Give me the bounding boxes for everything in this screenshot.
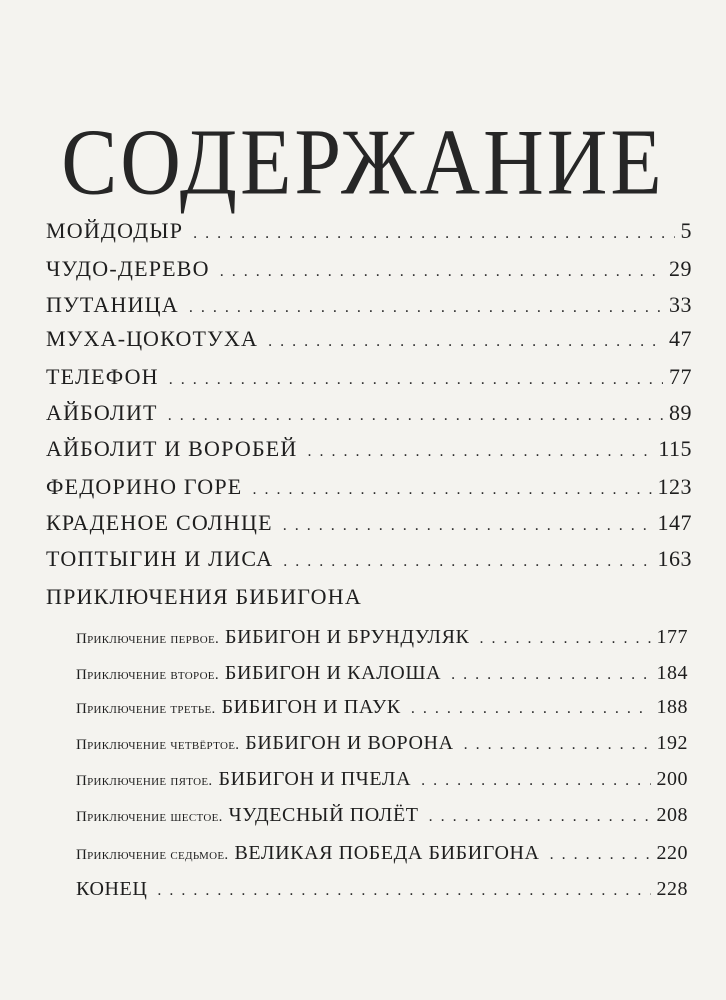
- subentry-page: 220: [656, 842, 688, 864]
- subentry-prefix: Приключение третье.: [76, 701, 216, 717]
- toc-subentry: [76, 696, 688, 719]
- entry-title: КРАДЕНОЕ СОЛНЦЕ: [46, 510, 273, 535]
- toc-subentry: [76, 804, 688, 827]
- subentry-title: ЧУДЕСНЫЙ ПОЛЁТ: [228, 804, 419, 826]
- dot-leader: [308, 443, 653, 461]
- toc-entry: [46, 326, 692, 352]
- toc-subentry: [76, 662, 688, 685]
- entry-page: 77: [669, 364, 692, 389]
- subentry-prefix: Приключение первое.: [76, 631, 220, 647]
- toc-entry: [46, 364, 692, 390]
- dot-leader: [189, 299, 663, 317]
- subentry-page: 188: [656, 696, 688, 718]
- toc-entry: [46, 510, 692, 536]
- dot-leader: [157, 882, 650, 900]
- subentry-prefix: Приключение шестое.: [76, 809, 223, 825]
- entry-page: 115: [658, 436, 692, 461]
- entry-title: ФЕДОРИНО ГОРЕ: [46, 474, 243, 499]
- toc-entry: [46, 474, 692, 500]
- entry-title: ПУТАНИЦА: [46, 292, 179, 317]
- toc-subentry: [76, 768, 688, 791]
- entry-page: 47: [669, 326, 692, 351]
- dot-leader: [193, 225, 674, 243]
- dot-leader: [464, 736, 651, 754]
- subentry-title: КОНЕЦ: [76, 878, 148, 900]
- subentry-page: 208: [656, 804, 688, 826]
- dot-leader: [168, 407, 663, 425]
- toc-subentry: [76, 626, 688, 649]
- subentry-title: БИБИГОН И КАЛОША: [224, 662, 442, 684]
- entry-title: АЙБОЛИТ: [46, 400, 158, 425]
- toc-entry: [46, 256, 692, 282]
- section-title: ПРИКЛЮЧЕНИЯ БИБИГОНА: [46, 584, 362, 609]
- toc-section-heading: [46, 584, 692, 610]
- dot-leader: [411, 700, 651, 718]
- subentry-title: БИБИГОН И БРУНДУЛЯК: [225, 626, 470, 648]
- toc-entry: [46, 436, 692, 462]
- entry-page: 89: [669, 400, 692, 425]
- toc-entry: [46, 292, 692, 318]
- subentry-title: БИБИГОН И ПАУК: [221, 696, 401, 718]
- subentry-title: БИБИГОН И ПЧЕЛА: [218, 768, 412, 790]
- entry-page: 147: [657, 510, 692, 535]
- entry-page: 163: [657, 546, 692, 571]
- entry-page: 123: [657, 474, 692, 499]
- dot-leader: [268, 333, 663, 351]
- toc-entry: [46, 218, 692, 244]
- entry-title: ТОПТЫГИН И ЛИСА: [46, 546, 274, 571]
- entry-page: 29: [669, 256, 692, 281]
- subentry-page: 184: [656, 662, 688, 684]
- dot-leader: [252, 481, 651, 499]
- subentry-page: 192: [656, 732, 688, 754]
- toc-subentry: [76, 878, 688, 901]
- dot-leader: [283, 553, 651, 571]
- subentry-prefix: Приключение четвёртое.: [76, 737, 240, 753]
- entry-title: МУХА-ЦОКОТУХА: [46, 326, 259, 351]
- subentry-page: 228: [656, 878, 688, 900]
- toc-subentry: [76, 732, 688, 755]
- dot-leader: [421, 772, 650, 790]
- subentry-prefix: Приключение седьмое.: [76, 847, 229, 863]
- entry-title: ЧУДО-ДЕРЕВО: [46, 256, 210, 281]
- dot-leader: [220, 263, 663, 281]
- toc-subentry: [76, 842, 688, 865]
- subentry-page: 200: [656, 768, 688, 790]
- entry-page: 5: [680, 218, 692, 243]
- subentry-prefix: Приключение второе.: [76, 667, 219, 683]
- toc-entry: [46, 546, 692, 572]
- dot-leader: [429, 808, 651, 826]
- toc-entry: [46, 400, 692, 426]
- entry-page: 33: [669, 292, 692, 317]
- entry-title: АЙБОЛИТ И ВОРОБЕЙ: [46, 436, 298, 461]
- entry-title: МОЙДОДЫР: [46, 218, 184, 243]
- dot-leader: [169, 371, 663, 389]
- page-title: СОДЕРЖАНИЕ: [61, 110, 665, 215]
- dot-leader: [283, 517, 652, 535]
- subentry-title: БИБИГОН И ВОРОНА: [245, 732, 454, 754]
- dot-leader: [550, 846, 651, 864]
- dot-leader: [479, 630, 650, 648]
- subentry-page: 177: [656, 626, 688, 648]
- subentry-prefix: Приключение пятое.: [76, 773, 213, 789]
- entry-title: ТЕЛЕФОН: [46, 364, 159, 389]
- subentry-title: ВЕЛИКАЯ ПОБЕДА БИБИГОНА: [234, 842, 540, 864]
- dot-leader: [451, 666, 650, 684]
